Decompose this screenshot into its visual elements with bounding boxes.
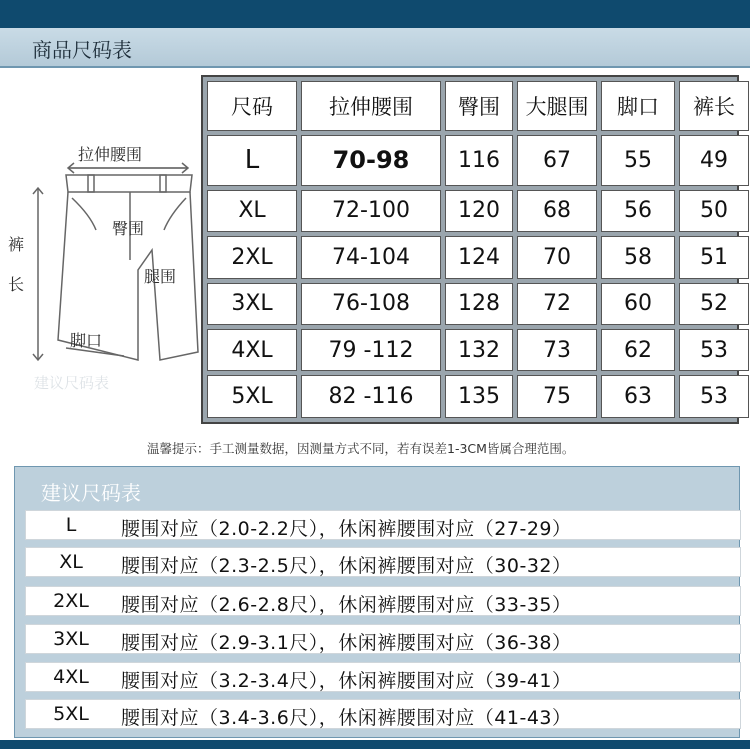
bottom-bar xyxy=(0,740,750,749)
table-cell: 53 xyxy=(679,375,749,418)
table-cell: 132 xyxy=(445,329,513,371)
table-cell: 72 xyxy=(517,283,597,325)
table-cell: 79 -112 xyxy=(301,329,441,371)
list-item xyxy=(25,510,741,540)
table-cell: 67 xyxy=(517,135,597,185)
size-label: 4XL xyxy=(53,666,89,688)
size-label: 2XL xyxy=(53,590,89,612)
table-cell: 60 xyxy=(601,283,675,325)
table-cell: 116 xyxy=(445,135,513,185)
measurement-tip: 温馨提示：手工测量数据，因测量方式不同，若有误差1-3CM皆属合理范围。 xyxy=(147,441,575,456)
table-cell: 135 xyxy=(445,375,513,418)
table-cell: 70 xyxy=(517,236,597,278)
table-cell: 76-108 xyxy=(301,283,441,325)
list-item xyxy=(25,699,741,729)
table-cell: 124 xyxy=(445,236,513,278)
watermark-text: 建议尺码表 xyxy=(34,374,110,392)
header-cell: 尺码 xyxy=(207,81,297,131)
list-item xyxy=(25,547,741,577)
table-cell: 52 xyxy=(679,283,749,325)
table-cell: 128 xyxy=(445,283,513,325)
table-cell: 62 xyxy=(601,329,675,371)
table-cell: 51 xyxy=(679,236,749,278)
section-header-size-chart xyxy=(0,28,750,68)
table-row xyxy=(207,283,749,325)
table-cell: 53 xyxy=(679,329,749,371)
header-cell: 臀围 xyxy=(445,81,513,131)
table-row xyxy=(207,329,749,371)
table-cell: 2XL xyxy=(207,236,297,278)
size-label: 5XL xyxy=(53,703,89,725)
header-cell: 脚口 xyxy=(601,81,675,131)
size-advice: 腰围对应（2.9-3.1尺），休闲裤腰围对应（36-38） xyxy=(121,632,572,654)
hip-label: 臀围 xyxy=(112,219,145,238)
table-cell: 49 xyxy=(679,135,749,185)
table-cell: 5XL xyxy=(207,375,297,418)
table-cell: 72-100 xyxy=(301,190,441,232)
header-cell: 裤长 xyxy=(679,81,749,131)
size-table xyxy=(201,75,739,424)
header-cell: 拉伸腰围 xyxy=(301,81,441,131)
table-row xyxy=(207,190,749,232)
table-cell: XL xyxy=(207,190,297,232)
table-cell: 73 xyxy=(517,329,597,371)
table-cell: 58 xyxy=(601,236,675,278)
table-cell: 63 xyxy=(601,375,675,418)
table-row xyxy=(207,375,749,418)
table-header-row xyxy=(207,81,749,131)
table-cell: 56 xyxy=(601,190,675,232)
table-cell: 75 xyxy=(517,375,597,418)
size-advice: 腰围对应（3.4-3.6尺），休闲裤腰围对应（41-43） xyxy=(121,707,572,729)
size-advice: 腰围对应（2.3-2.5尺），休闲裤腰围对应（30-32） xyxy=(121,555,572,577)
table-cell: 3XL xyxy=(207,283,297,325)
size-label: 3XL xyxy=(53,628,89,650)
size-advice: 腰围对应（3.2-3.4尺），休闲裤腰围对应（39-41） xyxy=(121,670,572,692)
table-row xyxy=(207,236,749,278)
list-item xyxy=(25,586,741,616)
list-item xyxy=(25,662,741,692)
table-row xyxy=(207,135,749,185)
table-cell: 70-98 xyxy=(301,135,441,185)
table-cell: 50 xyxy=(679,190,749,232)
table-cell: 120 xyxy=(445,190,513,232)
hem-label: 脚口 xyxy=(70,331,103,350)
section-title: 商品尺码表 xyxy=(32,38,132,62)
size-label: XL xyxy=(59,551,83,573)
waist-label: 拉伸腰围 xyxy=(78,145,143,164)
table-cell: 55 xyxy=(601,135,675,185)
thigh-label: 腿围 xyxy=(144,267,177,286)
size-advice: 腰围对应（2.0-2.2尺），休闲裤腰围对应（27-29） xyxy=(121,518,572,540)
table-cell: 82 -116 xyxy=(301,375,441,418)
size-label: L xyxy=(65,514,77,536)
length-label-1: 裤 xyxy=(8,235,25,254)
suggested-size-panel xyxy=(14,466,740,738)
table-cell: L xyxy=(207,135,297,185)
shorts-diagram xyxy=(0,120,205,410)
size-advice: 腰围对应（2.6-2.8尺），休闲裤腰围对应（33-35） xyxy=(121,594,572,616)
top-bar xyxy=(0,0,750,28)
table-cell: 74-104 xyxy=(301,236,441,278)
length-label-2: 长 xyxy=(8,275,25,294)
suggested-title: 建议尺码表 xyxy=(41,481,141,505)
list-item xyxy=(25,624,741,654)
header-cell: 大腿围 xyxy=(517,81,597,131)
table-cell: 4XL xyxy=(207,329,297,371)
table-cell: 68 xyxy=(517,190,597,232)
